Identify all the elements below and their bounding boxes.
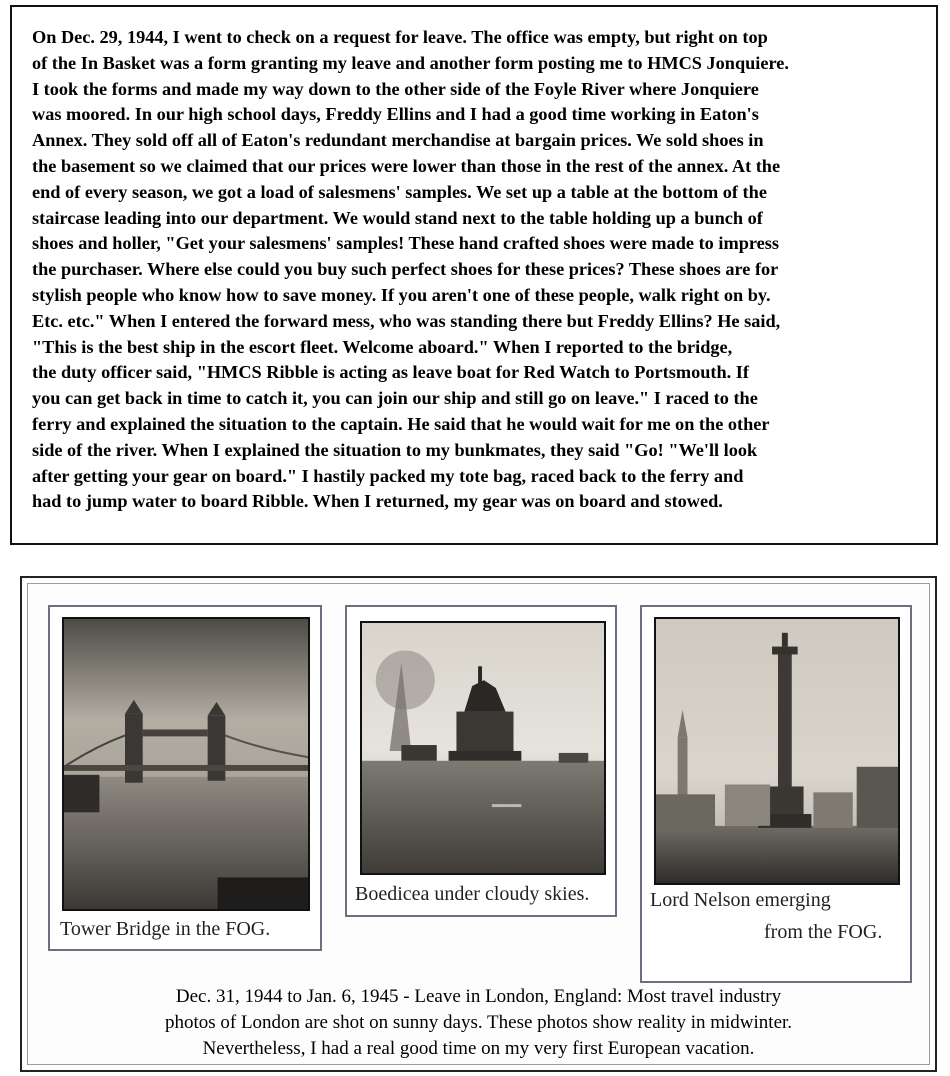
story-line: Etc. etc." When I entered the forward mess, who was standing there but Freddy Ellins? He said, xyxy=(32,310,781,331)
story-text xyxy=(32,25,922,515)
story-line: the duty officer said, "HMCS Ribble is acting as leave boat for Red Watch to Portsmouth. If xyxy=(32,362,750,383)
nelson-caption-line2: from the FOG. xyxy=(764,921,883,943)
tower-bridge-photo xyxy=(62,617,310,911)
story-line: staircase leading into our department. We would stand next to the table holding up a bunch of xyxy=(32,207,763,228)
nelson-caption-line1: Lord Nelson emerging xyxy=(650,889,831,911)
gallery-caption-line: Nevertheless, I had a real good time on my very first European vacation. xyxy=(202,1038,755,1059)
story-line: On Dec. 29, 1944, I went to check on a request for leave. The office was empty, but right on top xyxy=(32,27,768,47)
story-box xyxy=(10,5,938,545)
boedicea-photo xyxy=(360,621,606,875)
gallery-caption-line: Dec. 31, 1944 to Jan. 6, 1945 - Leave in London, England: Most travel industry xyxy=(175,986,782,1007)
story-line: was moored. In our high school days, Freddy Ellins and I had a good time working in Eaton's xyxy=(32,104,759,125)
story-line: side of the river. When I explained the situation to my bunkmates, they said "Go! "We'll look xyxy=(32,439,758,460)
boedicea-caption: Boedicea under cloudy skies. xyxy=(355,883,590,905)
story-line: after getting your gear on board." I hastily packed my tote bag, raced back to the ferry and xyxy=(32,465,744,486)
gallery-caption xyxy=(22,984,935,1062)
story-line: had to jump water to board Ribble. When I returned, my gear was on board and stowed. xyxy=(32,491,723,512)
story-line: stylish people who know how to save money. If you aren't one of these people, walk right on by. xyxy=(32,284,771,305)
story-line: the purchaser. Where else could you buy such perfect shoes for these prices? These shoes are for xyxy=(32,259,779,280)
story-line: end of every season, we got a load of salesmens' samples. We set up a table at the bottom of the xyxy=(32,181,767,202)
story-line: Annex. They sold off all of Eaton's redundant merchandise at bargain prices. We sold shoes in xyxy=(32,130,764,151)
story-line: "This is the best ship in the escort fleet. Welcome aboard." When I reported to the bridge, xyxy=(32,336,733,357)
story-line: you can get back in time to catch it, you can join our ship and still go on leave." I raced to the xyxy=(32,388,758,409)
story-line: I took the forms and made my way down to the other side of the Foyle River where Jonquiere xyxy=(32,78,759,99)
nelson-frame xyxy=(640,605,912,983)
gallery-caption-line: photos of London are shot on sunny days. These photos show reality in midwinter. xyxy=(164,1012,793,1033)
tower-bridge-frame xyxy=(48,605,322,951)
boedicea-frame xyxy=(345,605,617,917)
story-line: shoes and holler, "Get your salesmens' samples! These hand crafted shoes were made to impress xyxy=(32,233,779,254)
story-line: the basement so we claimed that our prices were lower than those in the rest of the annex. At the xyxy=(32,155,781,176)
nelson-photo xyxy=(654,617,900,885)
photo-gallery xyxy=(20,576,937,1072)
story-line: ferry and explained the situation to the captain. He said that he would wait for me on the other xyxy=(32,413,770,434)
story-line: of the In Basket was a form granting my leave and another form posting me to HMCS Jonquiere. xyxy=(32,52,789,73)
tower-bridge-caption: Tower Bridge in the FOG. xyxy=(60,918,271,940)
